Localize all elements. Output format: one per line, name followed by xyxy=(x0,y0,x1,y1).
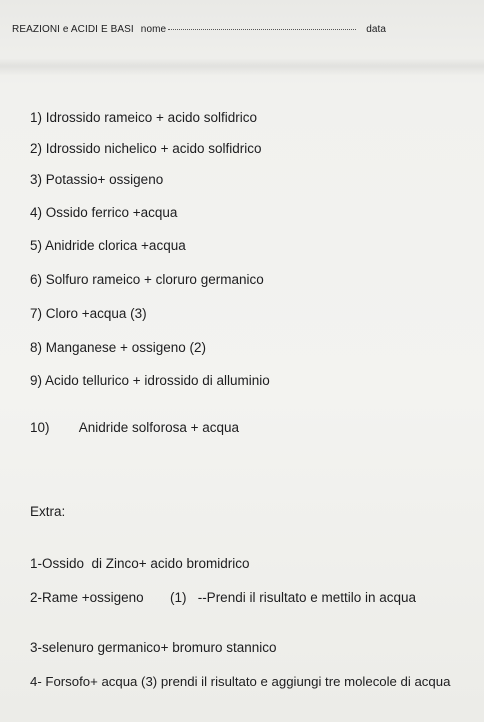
exercise-2: 2) Idrossido nichelico + acido solfidrico xyxy=(30,141,262,156)
exercise-6: 6) Solfuro rameico + cloruro germanico xyxy=(30,272,264,287)
exercise-4: 4) Ossido ferrico +acqua xyxy=(30,205,178,220)
extra-heading: Extra: xyxy=(30,504,66,519)
extra-item-4: 4- Forsofo+ acqua (3) prendi il risultato e aggiungi tre molecole di acqua xyxy=(30,674,451,689)
worksheet-header xyxy=(12,24,474,35)
extra-item-2: 2-Rame +ossigeno (1) --Prendi il risultato e mettilo in acqua xyxy=(30,590,417,605)
exercise-8: 8) Manganese + ossigeno (2) xyxy=(30,340,206,355)
data-label: data xyxy=(366,24,387,35)
worksheet-title: REAZIONI e ACIDI E BASI xyxy=(12,24,134,35)
exercise-7: 7) Cloro +acqua (3) xyxy=(30,306,147,321)
extra-item-3: 3-selenuro germanico+ bromuro stannico xyxy=(30,640,277,655)
nome-dotted-line xyxy=(168,29,356,30)
paper-fold xyxy=(0,58,484,76)
nome-label: nome xyxy=(140,24,167,35)
extra-item-1: 1-Ossido di Zinco+ acido bromidrico xyxy=(30,556,250,571)
exercise-10: 10) Anidride solforosa + acqua xyxy=(30,420,239,435)
exercise-1: 1) Idrossido rameico + acido solfidrico xyxy=(30,110,257,125)
exercise-5: 5) Anidride clorica +acqua xyxy=(30,238,186,253)
exercise-3: 3) Potassio+ ossigeno xyxy=(30,172,164,187)
exercise-9: 9) Acido tellurico + idrossido di alluminio xyxy=(30,373,270,388)
